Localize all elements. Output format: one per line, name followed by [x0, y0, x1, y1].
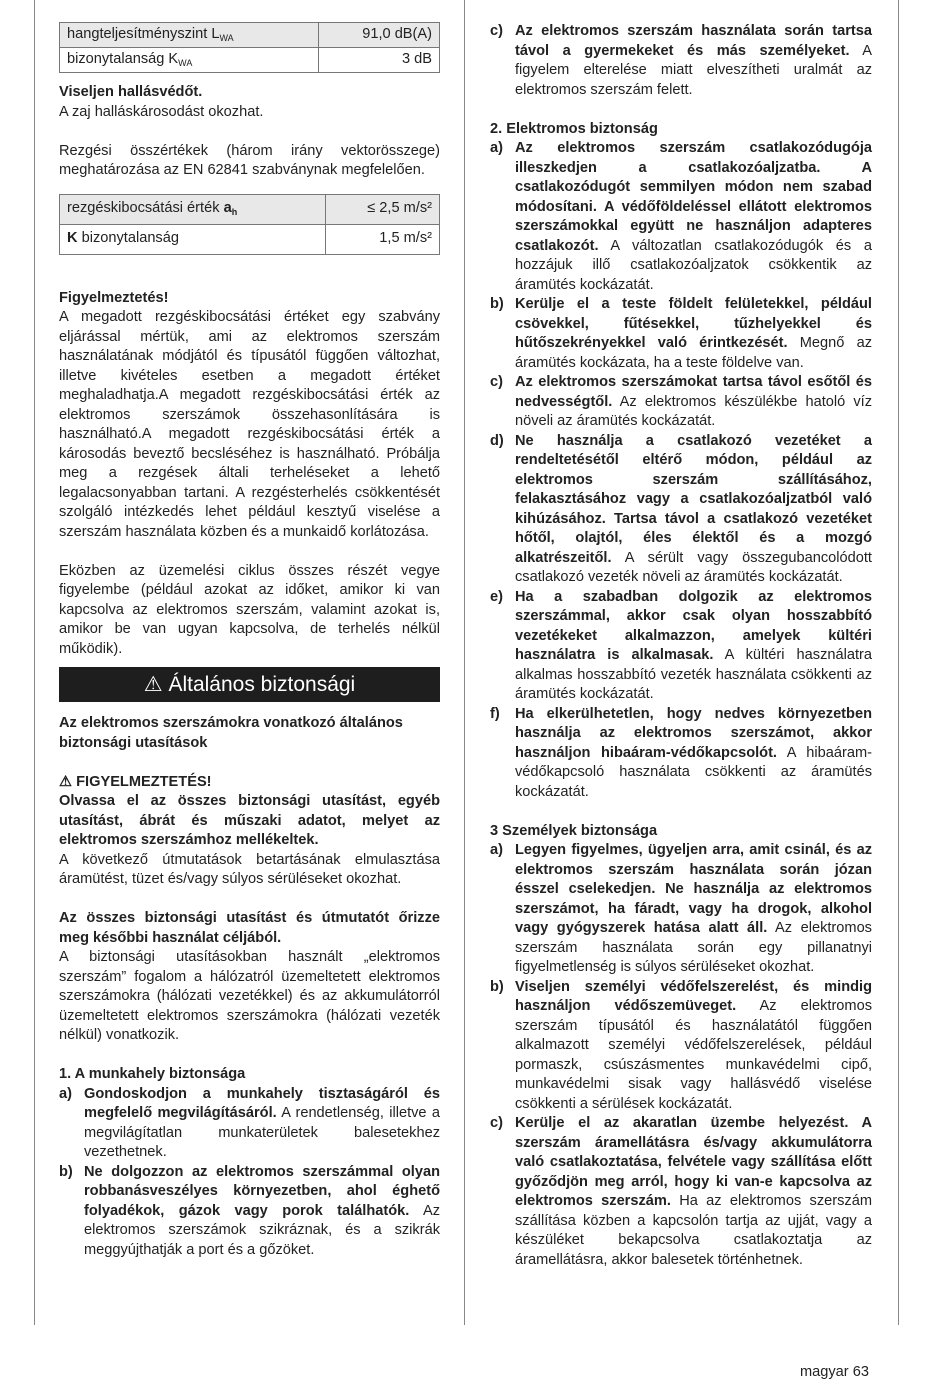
right-margin-line	[898, 0, 899, 1325]
list-item	[490, 295, 872, 373]
item-plain-text: A figyelem elterelése miatt elveszítheti uralmát az elektromos szerszám felett.	[515, 42, 872, 98]
item-bold-text: Legyen figyelmes, ügyeljen arra, amit csinál, és az elektromos szerszám használata során józan ésszel cselekedjen. Ne használja az elektromos szerszámot, ha fáradt, vagy ha drogok, alkohol vagy gyógyszerek hatása alatt áll.	[515, 842, 872, 936]
noise-label-text: hangteljesítményszint L	[67, 26, 220, 43]
item-label: a)	[490, 140, 503, 156]
list-item	[490, 588, 872, 705]
item-label: b)	[490, 978, 504, 995]
noise-label-sub: WA	[219, 33, 234, 44]
vibration-uncertainty-value: 1,5 m/s²	[325, 224, 439, 254]
item-text	[515, 432, 872, 588]
keep-text: A biztonsági utasításokban használt „elektromos szerszám” fogalom a hálózatról üzemeltetett elektromos szerszámokra (hálózati vezetékkel) és az akkumulátorról üzemeltetett elektromos szerszámokra (hálózati vezeték nélkül) vonatkozik.	[59, 949, 440, 1043]
section1-title: 1. A munkahely biztonsága	[59, 1066, 246, 1082]
vibration-uncertainty-text: bizonytalanság	[77, 230, 179, 247]
item-plain-text: Az elektromos szerszám típusától és használatától függően alkalmazott személyi védőfelszerelések, például pormaszk, csúszásmentes munkavédelmi cipő, munkavédelmi sisak vagy hallásvédő viselése csökkenti a sérülések kockázatát.	[515, 998, 872, 1112]
item-label: c)	[490, 374, 503, 390]
item-plain-text: A sérült vagy összegubancolódott csatlakozó vezeték növeli az áramütés kockázatát.	[515, 549, 872, 585]
item-bold-text: Kerülje el az akaratlan üzembe helyezést. A szerszám áramellátásra és/vagy akkumulátorra való csatlakoztatása, felvétele vagy szállítása előtt győződjön meg arról, hogy ki van-e kapcsolva az elektromos szerszám.	[515, 1115, 872, 1209]
right-column	[490, 22, 872, 1270]
general-heading: Az elektromos szerszámokra vonatkozó általános biztonsági utasítások	[59, 715, 403, 751]
item-bold-text: Viseljen személyi védőfelszerelést, és mindig használjon védőszemüveget.	[515, 978, 872, 1014]
item-bold-text: Az elektromos szerszámokat tartsa távol esőtől és nedvességtől.	[515, 374, 872, 410]
noise-uncertainty-value: 3 dB	[319, 48, 440, 73]
item-plain-text: A rendetlenség, illetve a megvilágítatlan munkaterületek balesetekhez vezethetnek.	[84, 1105, 440, 1160]
item-text	[515, 705, 872, 803]
item-label: b)	[59, 1163, 73, 1180]
left-column	[59, 22, 440, 1260]
vibration-label-symbol: a	[223, 200, 232, 217]
item-plain-text: A kültéri használatra alkalmas hosszabbító vezeték használata csökkenti az áramütés kockázatát.	[515, 647, 872, 702]
noise-row-uncertainty	[60, 48, 440, 73]
vibration-row-uncertainty	[60, 224, 440, 254]
list-item	[490, 139, 872, 295]
noise-table	[59, 22, 440, 73]
list-item	[59, 1163, 440, 1261]
list-item	[490, 432, 872, 588]
item-bold-text: Kerülje el a teste földelt felületekkel, például csövekkel, fűtésekkel, tűzhelyekkel és hűtőszekrényekkel való érintkezését.	[515, 296, 872, 351]
item-bold-text: Az elektromos szerszám használata során tartsa távol a gyermekeket és más személyeket.	[515, 23, 872, 59]
safety-banner	[59, 667, 440, 702]
item-bold-text: Gondoskodjon a munkahely tisztaságáról és megfelelő megvilágításáról.	[84, 1085, 440, 1121]
warning-triangle-icon: ⚠	[143, 673, 163, 696]
vibration-table	[59, 194, 440, 255]
list-item	[490, 22, 872, 100]
item-label: a)	[490, 842, 503, 858]
vibration-label-text: rezgéskibocsátási érték	[67, 200, 224, 217]
item-text	[515, 978, 872, 1115]
noise-row-power-level	[60, 23, 440, 48]
section2-title: 2. Elektromos biztonság	[490, 120, 658, 137]
list-item	[490, 373, 872, 432]
item-text	[515, 373, 872, 432]
item-bold-text: Az elektromos szerszám csatlakozódugója illeszkedjen a csatlakozóaljzatba. A csatlakozódugót semmilyen módon nem szabad módosítani. A védőföldeléssel ellátott elektromos szerszámokkal együtt ne használjon adapteres csatlakozót.	[515, 140, 872, 254]
item-text	[84, 1085, 440, 1163]
hearing-text: A zaj halláskárosodást okozhat.	[59, 103, 264, 120]
page-number: magyar 63	[800, 1364, 869, 1380]
item-label: b)	[490, 296, 504, 312]
caution-title: ⚠ FIGYELMEZTETÉS!	[59, 773, 212, 790]
item-text	[515, 295, 872, 373]
item-text	[515, 22, 872, 100]
item-label: a)	[59, 1085, 72, 1102]
noise-uncertainty-label	[60, 48, 319, 73]
noise-label	[60, 23, 319, 48]
item-bold-text: Ne használja a csatlakozó vezetéket a rendeltetésétől eltérő módon, például az elektromos szerszám szállításához, felakasztásához vagy a csatlakozóaljzatból való kihúzásához. Tartsa távol a csatlakozó vezetéket hőtől, olajtól, éles élektől és a mozgó alkatrészeitől.	[515, 432, 872, 566]
vibration-row-emission	[60, 194, 440, 224]
list-item	[490, 978, 872, 1115]
list-item	[59, 1085, 440, 1163]
item-label: c)	[490, 23, 503, 39]
item-plain-text: A változatlan csatlakozódugók és a hozzájuk illő csatlakozóaljzatok csökkentik az áramütés kockázatát.	[515, 237, 872, 293]
item-bold-text: Ha a szabadban dolgozik az elektromos szerszámmal, akkor csak olyan hosszabbító vezetékeket alkalmazzon, amelyek kültéri használatra is alkalmasak.	[515, 588, 872, 663]
warning-title: Figyelmeztetés!	[59, 289, 169, 306]
item-text	[515, 841, 872, 978]
item-text	[515, 588, 872, 705]
item-plain-text: Az elektromos szerszám használata során egy pillanatnyi figyelmetlenség is súlyos sérüléseket okozhat.	[515, 920, 872, 975]
caution-text: A következő útmutatások betartásának elmulasztása áramütést, tüzet és/vagy súlyos sérüléseket okozhat.	[59, 851, 440, 887]
list-item	[490, 1114, 872, 1270]
caution-bold-text: Olvassa el az összes biztonsági utasítást, egyéb utasítást, ábrát és műszaki adatot, melyet az elektromos szerszámhoz mellékeltek.	[59, 793, 440, 848]
left-margin-line	[34, 0, 35, 1325]
column-divider-line	[464, 0, 465, 1325]
list-item	[490, 705, 872, 803]
section3-title: 3 Személyek biztonsága	[490, 822, 658, 839]
keep-bold-text: Az összes biztonsági utasítást és útmutatót őrizze meg későbbi használat céljából.	[59, 910, 440, 946]
item-bold-text: Ha elkerülhetetlen, hogy nedves környezetben használja az elektromos szerszámot, akkor használjon hibaáram-védőkapcsolót.	[515, 705, 872, 761]
meanwhile-text: Eközben az üzemelési ciklus összes részét vegye figyelembe (például azokat az időket, amikor ki van kapcsolva az elektromos szerszám, valamint azokat is, amikor be van ugyan kapcsolva, de terhelés nélkül működik).	[59, 562, 440, 657]
noise-uncertainty-sub: WA	[178, 58, 193, 69]
list-item	[490, 841, 872, 978]
item-plain-text: Az elektromos készülékbe hatoló víz növeli az áramütés kockázatát.	[515, 393, 872, 429]
item-label: d)	[490, 432, 504, 449]
item-plain-text: Megnő az áramütés kockázata, ha a teste földelve van.	[515, 335, 872, 371]
banner-title: Általános biztonsági	[168, 673, 356, 696]
item-plain-text: Ha az elektromos szerszám szállítása közben a kapcsolón tartja az ujját, vagy a készüléket bekapcsolva csatlakoztatja az áramellátásra, akkor balesetek történhetnek.	[515, 1193, 872, 1268]
item-plain-text: Az elektromos szerszámok szikráznak, és a szikrák meggyújthatják a port és a gőzöket.	[84, 1202, 440, 1258]
vibration-value: ≤ 2,5 m/s²	[325, 194, 439, 224]
vibration-uncertainty-symbol: K	[67, 230, 78, 247]
item-bold-text: Ne dolgozzon az elektromos szerszámmal olyan robbanásveszélyes környezetben, ahol éghető folyadékok, gázok vagy porok találhatók.	[84, 1163, 440, 1219]
item-label: e)	[490, 588, 503, 605]
vibration-uncertainty-label	[60, 224, 326, 254]
item-plain-text: A hibaáram-védőkapcsoló használata csökkenti az áramütés kockázatát.	[515, 744, 872, 800]
item-text	[515, 139, 872, 295]
noise-uncertainty-text: bizonytalanság K	[67, 51, 179, 68]
vibration-label	[60, 194, 326, 224]
vibration-intro: Rezgési összértékek (három irány vektorösszege) meghatározása az EN 62841 szabványnak megfelelően.	[59, 142, 440, 178]
warning-text: A megadott rezgéskibocsátási értéket egy szabvány eljárással mértük, ami az elektromos szerszám használatának módjától és típusától függően változhat, illetve kivételes esetben a megadott értéket meghaladhatja.A megadott rezgéskibocsátási érték az elektromos szerszámok összehasonlítására is használható.A megadott rezgéskibocsátási érték a károsodás beveztő becsléséhez is használható. Próbálja meg a rezgések általi terheléseket a lehető legalacsonyabban tartani. A rezgésterhelés csökkentését szolgáló intézkedés lehet például kesztyű viselése a szerszám használata közben és a munkaidő korlátozása.	[59, 309, 440, 540]
item-label: f)	[490, 705, 500, 722]
item-label: c)	[490, 1115, 503, 1131]
vibration-label-sub: h	[231, 207, 238, 218]
item-text	[515, 1114, 872, 1270]
noise-value: 91,0 dB(A)	[319, 23, 440, 48]
hearing-title: Viseljen hallásvédőt.	[59, 84, 203, 100]
item-text	[84, 1163, 440, 1261]
